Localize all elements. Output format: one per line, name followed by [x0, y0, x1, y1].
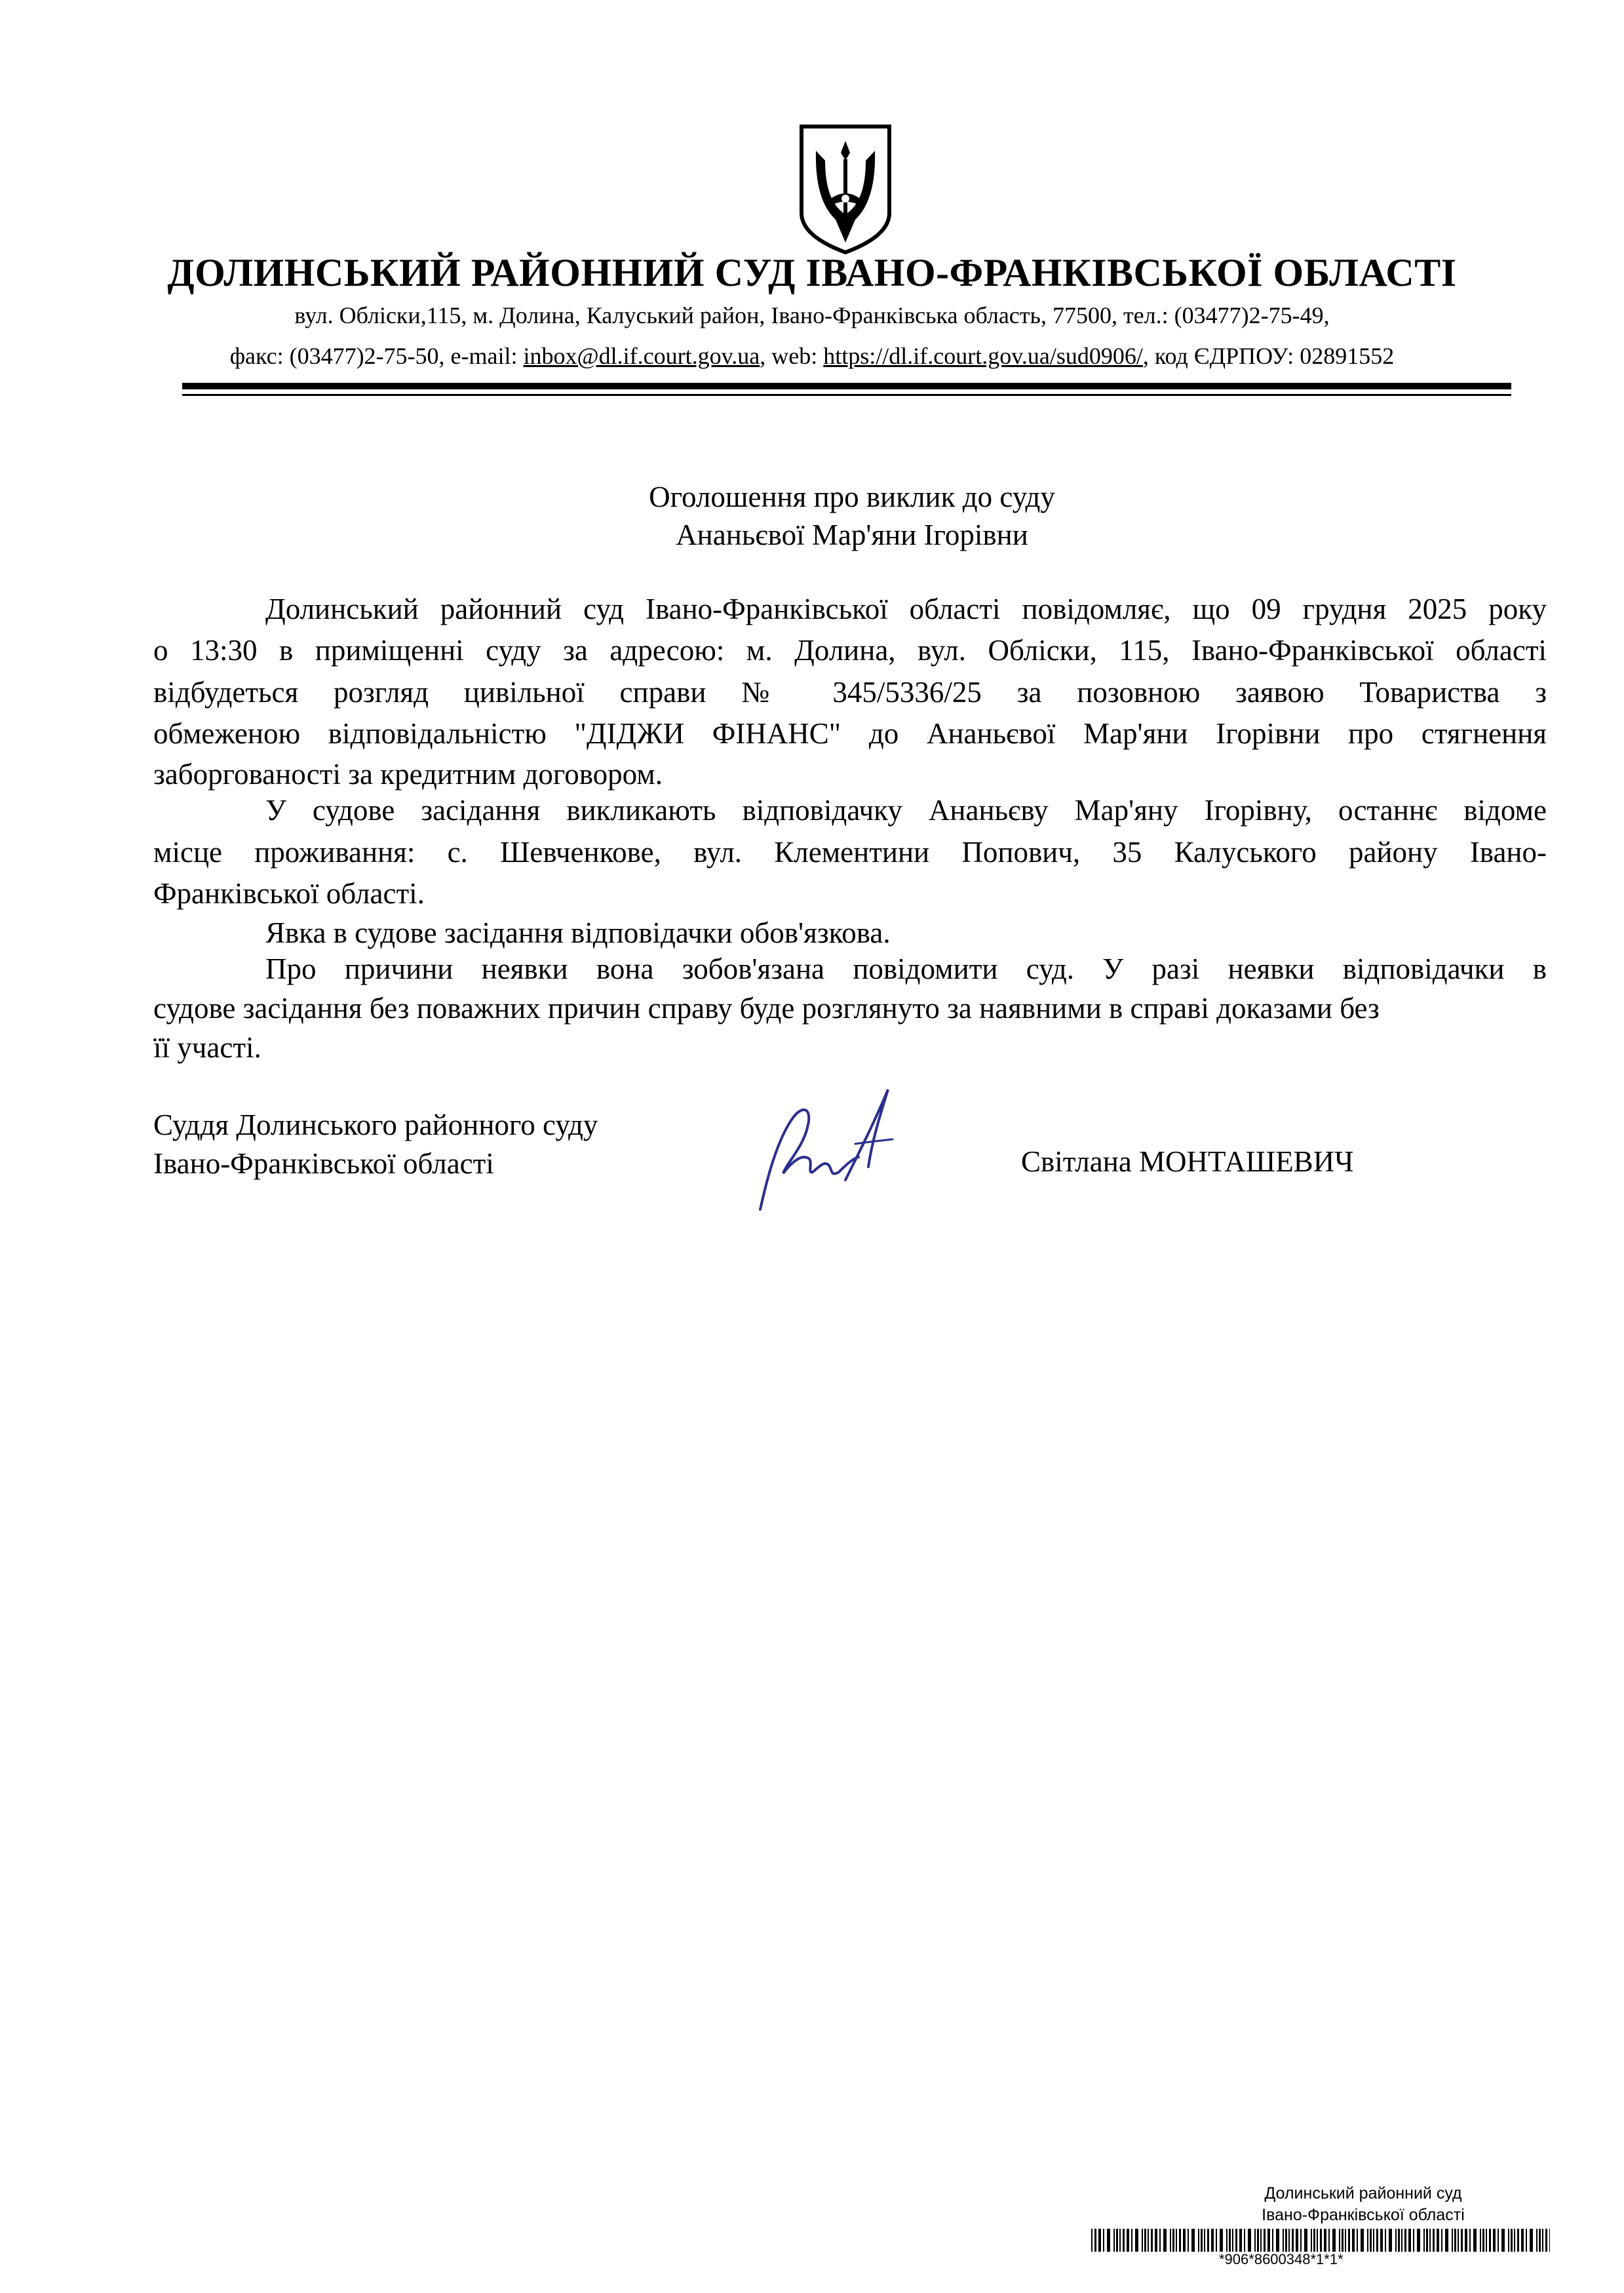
notice-subject: Ананьєвої Мар'яни Ігорівни: [676, 519, 1028, 551]
barcode-bar: [1204, 2229, 1205, 2252]
trident-coat-of-arms-icon: [796, 121, 895, 256]
barcode-bar: [1201, 2229, 1203, 2252]
barcode-bar: [1191, 2229, 1195, 2252]
barcode-bar: [1501, 2229, 1505, 2252]
barcode-bar: [1198, 2229, 1199, 2252]
stamp-court-line-1: Долинський районний суд: [1264, 2184, 1462, 2203]
barcode-bar: [1276, 2229, 1279, 2252]
barcode-bar: [1348, 2229, 1350, 2252]
barcode-bar: [1398, 2229, 1400, 2252]
barcode-bar: [1116, 2229, 1118, 2252]
barcode-bar: [1401, 2229, 1402, 2252]
barcode-bar: [1211, 2229, 1214, 2252]
barcode-bar: [1357, 2229, 1358, 2252]
barcode-bar: [1163, 2229, 1167, 2252]
barcode-bar: [1508, 2229, 1509, 2252]
barcode-bar: [1361, 2229, 1364, 2252]
barcode-bar: [1339, 2229, 1340, 2252]
barcode-bar: [1458, 2229, 1459, 2252]
barcode-bar: [1317, 2229, 1318, 2252]
barcode-bar: [1127, 2229, 1129, 2252]
barcode-bar: [1437, 2229, 1439, 2252]
judge-title-line-1: Суддя Долинського районного суду: [153, 1108, 598, 1141]
barcode-bar: [1283, 2229, 1284, 2252]
barcode-bar: [1465, 2229, 1467, 2252]
court-name-heading: ДОЛИНСЬКИЙ РАЙОННИЙ СУД ІВАНО-ФРАНКІВСЬКОЇ ОБЛАСТІ: [167, 251, 1457, 294]
barcode-bar: [1103, 2229, 1104, 2252]
body-line-4: обмеженою відповідальністю "ДІДЖИ ФІНАНС" до Ананьєвої Мар'яни Ігорівни про стягнення: [153, 717, 1547, 750]
barcode-bar: [1395, 2229, 1397, 2252]
barcode-bar: [1389, 2229, 1392, 2252]
barcode-bar: [1345, 2229, 1346, 2252]
barcode-bar: [1539, 2229, 1541, 2252]
barcode-bar: [1380, 2229, 1383, 2252]
barcode-bar: [1404, 2229, 1406, 2252]
barcode-bar: [1417, 2229, 1420, 2252]
barcode-bar: [1264, 2229, 1266, 2252]
barcode-bar: [1239, 2229, 1242, 2252]
barcode-bar: [1257, 2229, 1259, 2252]
barcode-bar: [1370, 2229, 1372, 2252]
barcode-bar: [1135, 2229, 1138, 2252]
body-line-9: Явка в судове засідання відповідачки обов'язкова.: [265, 916, 891, 949]
barcode-bar: [1131, 2229, 1132, 2252]
barcode-bar: [1328, 2229, 1330, 2252]
judge-title-line-2: Івано-Франківської області: [153, 1147, 494, 1180]
notice-title: Оголошення про виклик до суду: [649, 480, 1055, 513]
barcode-bar: [1511, 2229, 1513, 2252]
barcode-bar: [1094, 2229, 1096, 2252]
barcode-bar: [1113, 2229, 1115, 2252]
barcode-bar: [1170, 2229, 1171, 2252]
barcode-bar: [1480, 2229, 1481, 2252]
letterhead-divider-thin: [182, 394, 1511, 396]
barcode-bar: [1542, 2229, 1543, 2252]
barcode-bar: [1229, 2229, 1231, 2252]
court-address: вул. Обліски,115, м. Долина, Калуський район, Івано-Франківська область, 77500, тел.: (03477)2-75-49,: [294, 302, 1330, 328]
barcode-bar: [1144, 2229, 1146, 2252]
body-line-5: заборгованості за кредитним договором.: [153, 758, 663, 791]
barcode-bar: [1429, 2229, 1431, 2252]
barcode-bar: [1267, 2229, 1270, 2252]
stamp-court-line-2: Івано-Франківської області: [1262, 2206, 1465, 2224]
barcode-bar: [1517, 2229, 1519, 2252]
web-prefix-text: , web:: [760, 343, 824, 369]
barcode-bar: [1376, 2229, 1378, 2252]
email-link[interactable]: inbox@dl.if.court.gov.ua: [523, 343, 760, 369]
barcode-bar: [1151, 2229, 1153, 2252]
barcode-bar: [1235, 2229, 1237, 2252]
barcode-bar: [1155, 2229, 1157, 2252]
body-line-1: Долинський районний суд Івано-Франківської області повідомляє, що 09 грудня 2025 року: [265, 593, 1547, 625]
barcode-bar: [1536, 2229, 1537, 2252]
barcode-bar: [1172, 2229, 1174, 2252]
barcode-bar: [1493, 2229, 1496, 2252]
barcode-bar: [1292, 2229, 1294, 2252]
court-contacts: [0, 342, 1624, 370]
barcode-bar: [1176, 2229, 1177, 2252]
edrpou-text: , код ЄДРПОУ: 02891552: [1142, 343, 1395, 369]
barcode-bar: [1385, 2229, 1386, 2252]
barcode-bar: [1091, 2229, 1092, 2252]
barcode-bar: [1469, 2229, 1471, 2252]
barcode-bar: [1489, 2229, 1491, 2252]
barcode-bar: [1098, 2229, 1101, 2252]
barcode-bar: [1514, 2229, 1515, 2252]
barcode-bar: [1445, 2229, 1448, 2252]
barcode-bar: [1413, 2229, 1414, 2252]
barcode-bar: [1526, 2229, 1527, 2252]
barcode-bar: [1352, 2229, 1355, 2252]
barcode-number: *906*8600348*1*1*: [1219, 2251, 1344, 2267]
barcode-bar: [1521, 2229, 1524, 2252]
fax-text: факс: (03477)2-75-50, e-mail:: [229, 343, 524, 369]
barcode-bar: [1332, 2229, 1336, 2252]
barcode-bar: [1320, 2229, 1322, 2252]
barcode-bar: [1285, 2229, 1287, 2252]
website-link[interactable]: https://dl.if.court.gov.ua/sud0906/: [823, 343, 1143, 369]
barcode-bar: [1244, 2229, 1245, 2252]
barcode-bar: [1311, 2229, 1312, 2252]
letterhead-divider-thick: [182, 383, 1511, 389]
barcode-bar: [1433, 2229, 1435, 2252]
barcode-bar: [1367, 2229, 1368, 2252]
barcode-bar: [1426, 2229, 1428, 2252]
body-line-2: о 13:30 в приміщенні суду за адресою: м. Долина, вул. Обліски, 115, Івано-Франківської області: [153, 634, 1547, 667]
barcode-bar: [1296, 2229, 1298, 2252]
barcode-icon: [1091, 2229, 1550, 2252]
barcode-bar: [1486, 2229, 1487, 2252]
barcode-bar: [1530, 2229, 1533, 2252]
barcode-bar: [1549, 2229, 1550, 2252]
barcode-bar: [1179, 2229, 1181, 2252]
barcode-bar: [1473, 2229, 1477, 2252]
body-line-10: Про причини неявки вона зобов'язана повідомити суд. У разі неявки відповідачки в: [265, 952, 1547, 985]
body-line-8: Франківської області.: [153, 877, 425, 910]
barcode-bar: [1216, 2229, 1217, 2252]
body-line-11: судове засідання без поважних причин справу буде розглянуто за наявними в справі доказами без: [153, 992, 1380, 1025]
barcode-bar: [1300, 2229, 1302, 2252]
barcode-bar: [1123, 2229, 1125, 2252]
barcode-bar: [1107, 2229, 1110, 2252]
barcode-bar: [1119, 2229, 1121, 2252]
body-line-12: її участі.: [153, 1031, 261, 1064]
barcode-bar: [1423, 2229, 1425, 2252]
judge-name: Світлана МОНТАШЕВИЧ: [1021, 1145, 1354, 1178]
body-line-3: відбудеться розгляд цивільної справи № 345/5336/25 за позовною заявою Товариства з: [153, 676, 1547, 709]
barcode-bar: [1148, 2229, 1149, 2252]
barcode-bar: [1454, 2229, 1456, 2252]
barcode-bar: [1220, 2229, 1223, 2252]
barcode-bar: [1183, 2229, 1186, 2252]
barcode-bar: [1482, 2229, 1484, 2252]
barcode-bar: [1232, 2229, 1233, 2252]
barcode-bar: [1324, 2229, 1326, 2252]
barcode-bar: [1207, 2229, 1209, 2252]
body-line-7: місце проживання: с. Шевченкове, вул. Клементини Попович, 35 Калуського району Івано-: [153, 836, 1547, 869]
barcode-bar: [1342, 2229, 1344, 2252]
barcode-bar: [1441, 2229, 1442, 2252]
barcode-bar: [1452, 2229, 1453, 2252]
barcode-bar: [1313, 2229, 1315, 2252]
barcode-bar: [1226, 2229, 1228, 2252]
barcode-bar: [1254, 2229, 1256, 2252]
barcode-bar: [1288, 2229, 1290, 2252]
barcode-bar: [1188, 2229, 1189, 2252]
barcode-bar: [1272, 2229, 1273, 2252]
barcode-bar: [1461, 2229, 1463, 2252]
barcode-bar: [1498, 2229, 1499, 2252]
body-line-6: У судове засідання викликають відповідачку Ананьєву Мар'яну Ігорівну, останнє відоме: [265, 794, 1547, 827]
barcode-bar: [1373, 2229, 1374, 2252]
barcode-bar: [1248, 2229, 1251, 2252]
barcode-bar: [1260, 2229, 1262, 2252]
barcode-bar: [1408, 2229, 1411, 2252]
barcode-bar: [1545, 2229, 1547, 2252]
barcode-bar: [1304, 2229, 1307, 2252]
barcode-bar: [1142, 2229, 1143, 2252]
handwritten-signature-icon: [747, 1082, 904, 1219]
barcode-bar: [1159, 2229, 1161, 2252]
